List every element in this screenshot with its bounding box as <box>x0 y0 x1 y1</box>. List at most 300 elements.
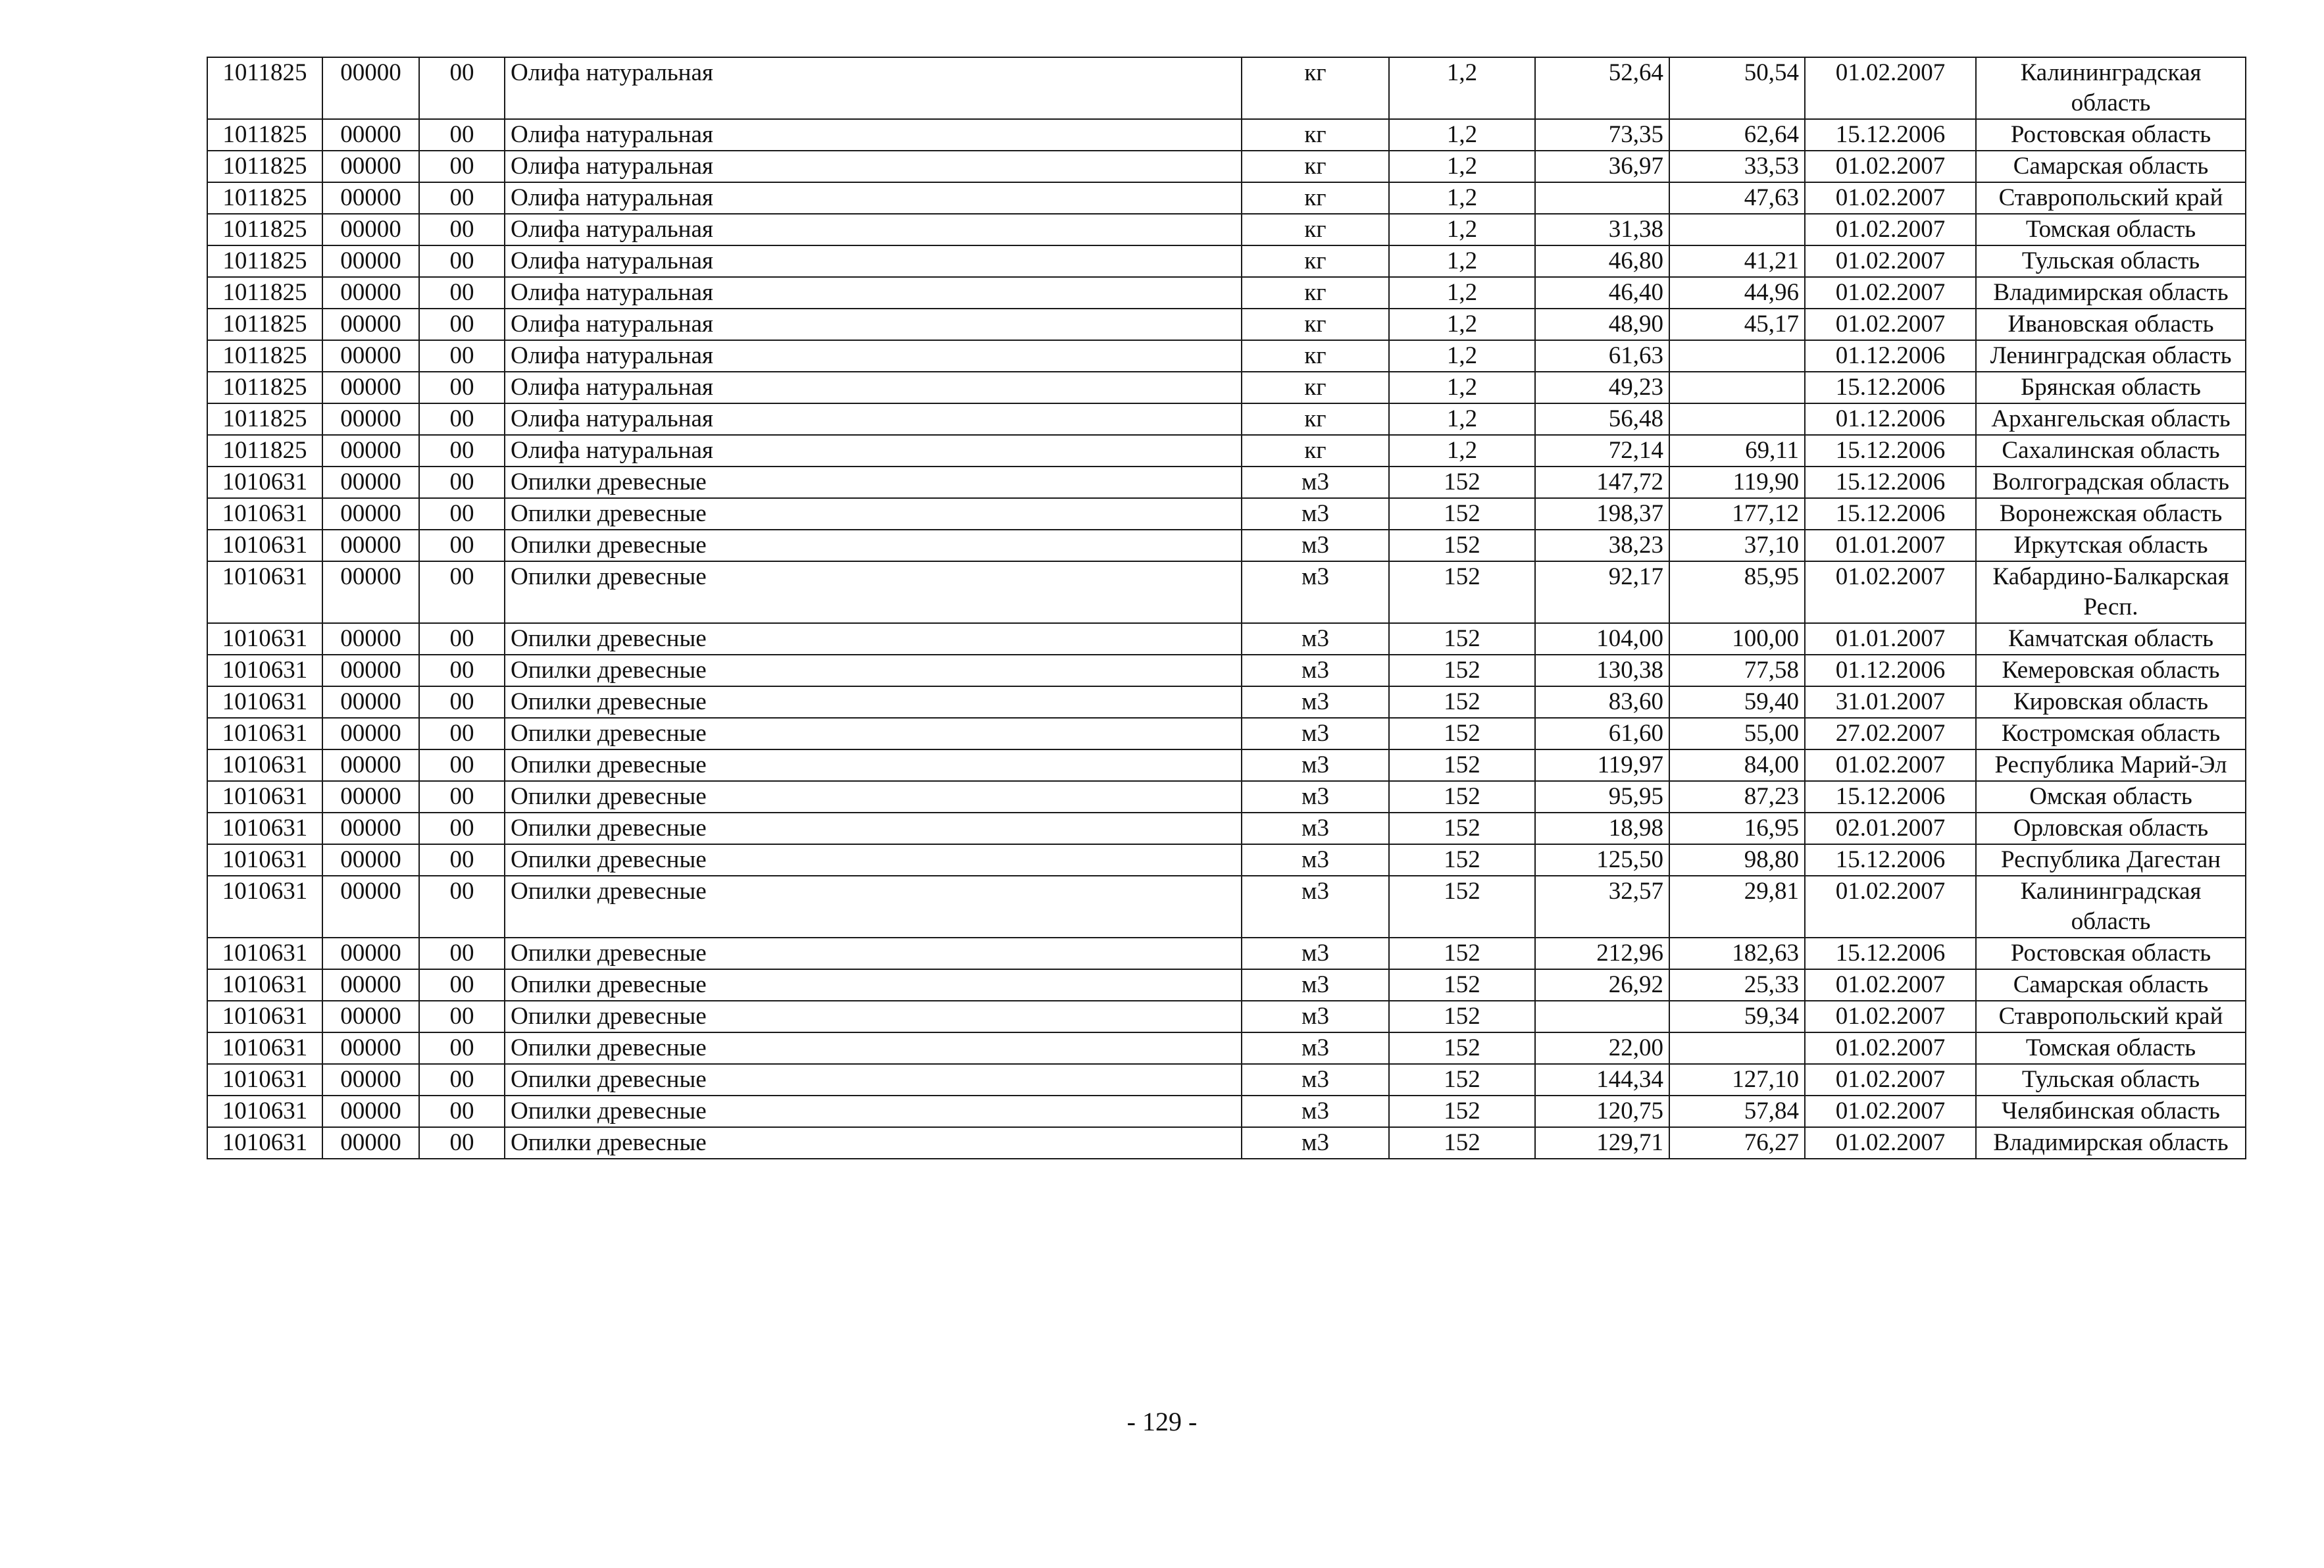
code-cell: 1011825 <box>207 151 322 182</box>
name-cell: Опилки древесные <box>505 718 1242 749</box>
region-cell: Самарская область <box>1976 969 2246 1001</box>
table-row <box>207 182 2246 214</box>
date-cell: 01.01.2007 <box>1805 623 1976 655</box>
unit-cell: м3 <box>1242 718 1389 749</box>
price2-cell: 182,63 <box>1669 938 1805 969</box>
code-cell: 1010631 <box>207 718 322 749</box>
region-cell: Воронежская область <box>1976 498 2246 530</box>
price2-cell: 177,12 <box>1669 498 1805 530</box>
unit-cell: кг <box>1242 57 1389 119</box>
price2-cell <box>1669 372 1805 403</box>
subcode2-cell: 00 <box>419 182 505 214</box>
unit-cell: м3 <box>1242 1096 1389 1127</box>
subcode2-cell: 00 <box>419 623 505 655</box>
region-cell: Республика Дагестан <box>1976 844 2246 876</box>
unit-cell: кг <box>1242 182 1389 214</box>
region-cell: Волгоградская область <box>1976 467 2246 498</box>
quantity-cell: 1,2 <box>1389 309 1535 340</box>
price1-cell: 73,35 <box>1535 119 1669 151</box>
subcode-cell: 00000 <box>322 530 419 561</box>
quantity-cell: 1,2 <box>1389 182 1535 214</box>
subcode-cell: 00000 <box>322 813 419 844</box>
unit-cell: кг <box>1242 214 1389 245</box>
subcode-cell: 00000 <box>322 561 419 623</box>
price2-cell: 62,64 <box>1669 119 1805 151</box>
table-row <box>207 655 2246 686</box>
price1-cell: 104,00 <box>1535 623 1669 655</box>
date-cell: 27.02.2007 <box>1805 718 1976 749</box>
quantity-cell: 152 <box>1389 1127 1535 1159</box>
subcode-cell: 00000 <box>322 718 419 749</box>
subcode-cell: 00000 <box>322 119 419 151</box>
price2-cell: 25,33 <box>1669 969 1805 1001</box>
region-cell: Ивановская область <box>1976 309 2246 340</box>
code-cell: 1010631 <box>207 1001 322 1032</box>
unit-cell: м3 <box>1242 530 1389 561</box>
code-cell: 1010631 <box>207 498 322 530</box>
price2-cell: 127,10 <box>1669 1064 1805 1096</box>
subcode2-cell: 00 <box>419 309 505 340</box>
name-cell: Опилки древесные <box>505 655 1242 686</box>
table-row <box>207 844 2246 876</box>
name-cell: Олифа натуральная <box>505 435 1242 467</box>
subcode2-cell: 00 <box>419 245 505 277</box>
price2-cell: 69,11 <box>1669 435 1805 467</box>
price1-cell: 31,38 <box>1535 214 1669 245</box>
price2-cell: 16,95 <box>1669 813 1805 844</box>
unit-cell: кг <box>1242 372 1389 403</box>
table-row <box>207 119 2246 151</box>
region-cell: Владимирская область <box>1976 1127 2246 1159</box>
subcode-cell: 00000 <box>322 969 419 1001</box>
price2-cell: 50,54 <box>1669 57 1805 119</box>
price2-cell: 41,21 <box>1669 245 1805 277</box>
code-cell: 1011825 <box>207 119 322 151</box>
region-cell: Ростовская область <box>1976 938 2246 969</box>
region-cell: Томская область <box>1976 214 2246 245</box>
subcode-cell: 00000 <box>322 1064 419 1096</box>
region-cell: Ставропольский край <box>1976 182 2246 214</box>
date-cell: 15.12.2006 <box>1805 467 1976 498</box>
quantity-cell: 1,2 <box>1389 245 1535 277</box>
subcode-cell: 00000 <box>322 623 419 655</box>
unit-cell: м3 <box>1242 1001 1389 1032</box>
quantity-cell: 152 <box>1389 686 1535 718</box>
table-row <box>207 340 2246 372</box>
subcode2-cell: 00 <box>419 876 505 938</box>
code-cell: 1010631 <box>207 1127 322 1159</box>
unit-cell: кг <box>1242 277 1389 309</box>
code-cell: 1010631 <box>207 655 322 686</box>
quantity-cell: 152 <box>1389 938 1535 969</box>
name-cell: Опилки древесные <box>505 781 1242 813</box>
quantity-cell: 1,2 <box>1389 119 1535 151</box>
unit-cell: м3 <box>1242 938 1389 969</box>
price2-cell <box>1669 403 1805 435</box>
subcode-cell: 00000 <box>322 1096 419 1127</box>
price2-cell: 59,40 <box>1669 686 1805 718</box>
name-cell: Олифа натуральная <box>505 372 1242 403</box>
name-cell: Олифа натуральная <box>505 245 1242 277</box>
table-row <box>207 403 2246 435</box>
code-cell: 1011825 <box>207 403 322 435</box>
price2-cell: 85,95 <box>1669 561 1805 623</box>
subcode2-cell: 00 <box>419 1127 505 1159</box>
unit-cell: кг <box>1242 403 1389 435</box>
price2-cell: 76,27 <box>1669 1127 1805 1159</box>
unit-cell: кг <box>1242 435 1389 467</box>
name-cell: Опилки древесные <box>505 876 1242 938</box>
code-cell: 1011825 <box>207 309 322 340</box>
code-cell: 1011825 <box>207 245 322 277</box>
name-cell: Опилки древесные <box>505 844 1242 876</box>
region-cell: Ставропольский край <box>1976 1001 2246 1032</box>
date-cell: 02.01.2007 <box>1805 813 1976 844</box>
subcode2-cell: 00 <box>419 1032 505 1064</box>
region-cell: Кировская область <box>1976 686 2246 718</box>
name-cell: Опилки древесные <box>505 561 1242 623</box>
table-row <box>207 372 2246 403</box>
date-cell: 01.02.2007 <box>1805 245 1976 277</box>
price1-cell: 56,48 <box>1535 403 1669 435</box>
subcode2-cell: 00 <box>419 498 505 530</box>
table-row <box>207 876 2246 938</box>
subcode2-cell: 00 <box>419 1001 505 1032</box>
quantity-cell: 152 <box>1389 655 1535 686</box>
price1-cell: 46,80 <box>1535 245 1669 277</box>
code-cell: 1010631 <box>207 813 322 844</box>
region-cell: Калининградская область <box>1976 57 2246 119</box>
price2-cell <box>1669 214 1805 245</box>
code-cell: 1010631 <box>207 561 322 623</box>
quantity-cell: 1,2 <box>1389 57 1535 119</box>
subcode-cell: 00000 <box>322 435 419 467</box>
subcode2-cell: 00 <box>419 214 505 245</box>
code-cell: 1011825 <box>207 57 322 119</box>
region-cell: Ростовская область <box>1976 119 2246 151</box>
code-cell: 1010631 <box>207 938 322 969</box>
price1-cell: 119,97 <box>1535 749 1669 781</box>
date-cell: 01.12.2006 <box>1805 340 1976 372</box>
region-cell: Омская область <box>1976 781 2246 813</box>
region-cell: Сахалинская область <box>1976 435 2246 467</box>
unit-cell: м3 <box>1242 749 1389 781</box>
name-cell: Опилки древесные <box>505 686 1242 718</box>
quantity-cell: 152 <box>1389 1032 1535 1064</box>
price1-cell: 120,75 <box>1535 1096 1669 1127</box>
price1-cell <box>1535 1001 1669 1032</box>
region-cell: Кемеровская область <box>1976 655 2246 686</box>
table-row <box>207 686 2246 718</box>
unit-cell: м3 <box>1242 655 1389 686</box>
code-cell: 1010631 <box>207 686 322 718</box>
table-row <box>207 1001 2246 1032</box>
subcode-cell: 00000 <box>322 151 419 182</box>
subcode2-cell: 00 <box>419 340 505 372</box>
date-cell: 01.02.2007 <box>1805 214 1976 245</box>
price1-cell: 49,23 <box>1535 372 1669 403</box>
subcode-cell: 00000 <box>322 686 419 718</box>
date-cell: 15.12.2006 <box>1805 119 1976 151</box>
table-row <box>207 1064 2246 1096</box>
subcode2-cell: 00 <box>419 372 505 403</box>
subcode-cell: 00000 <box>322 277 419 309</box>
price1-cell: 46,40 <box>1535 277 1669 309</box>
price2-cell <box>1669 1032 1805 1064</box>
subcode-cell: 00000 <box>322 309 419 340</box>
price1-cell: 83,60 <box>1535 686 1669 718</box>
region-cell: Камчатская область <box>1976 623 2246 655</box>
name-cell: Опилки древесные <box>505 1001 1242 1032</box>
subcode2-cell: 00 <box>419 718 505 749</box>
name-cell: Опилки древесные <box>505 1096 1242 1127</box>
date-cell: 15.12.2006 <box>1805 435 1976 467</box>
subcode2-cell: 00 <box>419 403 505 435</box>
quantity-cell: 152 <box>1389 781 1535 813</box>
name-cell: Опилки древесные <box>505 1064 1242 1096</box>
unit-cell: кг <box>1242 119 1389 151</box>
date-cell: 01.02.2007 <box>1805 151 1976 182</box>
date-cell: 01.02.2007 <box>1805 561 1976 623</box>
region-cell: Орловская область <box>1976 813 2246 844</box>
price2-cell: 87,23 <box>1669 781 1805 813</box>
quantity-cell: 1,2 <box>1389 340 1535 372</box>
quantity-cell: 1,2 <box>1389 151 1535 182</box>
page-number: - 129 - <box>1126 1407 1198 1436</box>
name-cell: Олифа натуральная <box>505 214 1242 245</box>
table-row <box>207 467 2246 498</box>
table-row <box>207 938 2246 969</box>
unit-cell: м3 <box>1242 1064 1389 1096</box>
price1-cell: 129,71 <box>1535 1127 1669 1159</box>
subcode-cell: 00000 <box>322 467 419 498</box>
name-cell: Опилки древесные <box>505 938 1242 969</box>
quantity-cell: 1,2 <box>1389 403 1535 435</box>
quantity-cell: 152 <box>1389 623 1535 655</box>
table-row <box>207 309 2246 340</box>
code-cell: 1010631 <box>207 749 322 781</box>
date-cell: 01.02.2007 <box>1805 1127 1976 1159</box>
table-row <box>207 623 2246 655</box>
unit-cell: м3 <box>1242 844 1389 876</box>
subcode-cell: 00000 <box>322 245 419 277</box>
region-cell: Архангельская область <box>1976 403 2246 435</box>
subcode2-cell: 00 <box>419 530 505 561</box>
subcode2-cell: 00 <box>419 119 505 151</box>
unit-cell: м3 <box>1242 561 1389 623</box>
subcode-cell: 00000 <box>322 876 419 938</box>
price1-cell: 48,90 <box>1535 309 1669 340</box>
unit-cell: м3 <box>1242 686 1389 718</box>
quantity-cell: 152 <box>1389 1064 1535 1096</box>
subcode2-cell: 00 <box>419 781 505 813</box>
quantity-cell: 152 <box>1389 561 1535 623</box>
subcode-cell: 00000 <box>322 749 419 781</box>
name-cell: Опилки древесные <box>505 813 1242 844</box>
subcode-cell: 00000 <box>322 57 419 119</box>
date-cell: 01.02.2007 <box>1805 969 1976 1001</box>
price2-cell: 44,96 <box>1669 277 1805 309</box>
price2-cell: 100,00 <box>1669 623 1805 655</box>
subcode2-cell: 00 <box>419 435 505 467</box>
subcode2-cell: 00 <box>419 1064 505 1096</box>
date-cell: 01.02.2007 <box>1805 1064 1976 1096</box>
date-cell: 01.02.2007 <box>1805 309 1976 340</box>
price2-cell: 55,00 <box>1669 718 1805 749</box>
subcode-cell: 00000 <box>322 1032 419 1064</box>
unit-cell: кг <box>1242 245 1389 277</box>
code-cell: 1010631 <box>207 844 322 876</box>
quantity-cell: 1,2 <box>1389 435 1535 467</box>
date-cell: 15.12.2006 <box>1805 498 1976 530</box>
quantity-cell: 152 <box>1389 467 1535 498</box>
table-row <box>207 1032 2246 1064</box>
price1-cell: 52,64 <box>1535 57 1669 119</box>
price1-cell: 61,60 <box>1535 718 1669 749</box>
price1-cell <box>1535 182 1669 214</box>
quantity-cell: 1,2 <box>1389 214 1535 245</box>
subcode2-cell: 00 <box>419 749 505 781</box>
quantity-cell: 152 <box>1389 813 1535 844</box>
region-cell: Томская область <box>1976 1032 2246 1064</box>
unit-cell: м3 <box>1242 876 1389 938</box>
price2-cell: 98,80 <box>1669 844 1805 876</box>
price2-cell: 33,53 <box>1669 151 1805 182</box>
code-cell: 1011825 <box>207 340 322 372</box>
table-row <box>207 435 2246 467</box>
price1-cell: 95,95 <box>1535 781 1669 813</box>
date-cell: 01.01.2007 <box>1805 530 1976 561</box>
price1-cell: 18,98 <box>1535 813 1669 844</box>
price1-cell: 32,57 <box>1535 876 1669 938</box>
code-cell: 1011825 <box>207 372 322 403</box>
price1-cell: 36,97 <box>1535 151 1669 182</box>
quantity-cell: 152 <box>1389 1001 1535 1032</box>
unit-cell: кг <box>1242 309 1389 340</box>
code-cell: 1011825 <box>207 214 322 245</box>
region-cell: Костромская область <box>1976 718 2246 749</box>
table-row <box>207 151 2246 182</box>
price1-cell: 38,23 <box>1535 530 1669 561</box>
name-cell: Опилки древесные <box>505 1127 1242 1159</box>
date-cell: 01.12.2006 <box>1805 655 1976 686</box>
date-cell: 01.02.2007 <box>1805 1096 1976 1127</box>
name-cell: Олифа натуральная <box>505 151 1242 182</box>
price1-cell: 147,72 <box>1535 467 1669 498</box>
name-cell: Олифа натуральная <box>505 277 1242 309</box>
price1-cell: 22,00 <box>1535 1032 1669 1064</box>
quantity-cell: 1,2 <box>1389 277 1535 309</box>
price2-cell: 57,84 <box>1669 1096 1805 1127</box>
quantity-cell: 152 <box>1389 1096 1535 1127</box>
subcode2-cell: 00 <box>419 686 505 718</box>
unit-cell: м3 <box>1242 467 1389 498</box>
subcode2-cell: 00 <box>419 1096 505 1127</box>
code-cell: 1011825 <box>207 277 322 309</box>
price2-cell: 45,17 <box>1669 309 1805 340</box>
region-cell: Калининградская область <box>1976 876 2246 938</box>
unit-cell: м3 <box>1242 969 1389 1001</box>
date-cell: 01.02.2007 <box>1805 876 1976 938</box>
unit-cell: м3 <box>1242 1032 1389 1064</box>
table-row <box>207 969 2246 1001</box>
price1-cell: 92,17 <box>1535 561 1669 623</box>
unit-cell: м3 <box>1242 498 1389 530</box>
date-cell: 01.02.2007 <box>1805 1001 1976 1032</box>
table-row <box>207 561 2246 623</box>
unit-cell: кг <box>1242 151 1389 182</box>
code-cell: 1010631 <box>207 467 322 498</box>
subcode-cell: 00000 <box>322 182 419 214</box>
subcode2-cell: 00 <box>419 561 505 623</box>
quantity-cell: 152 <box>1389 498 1535 530</box>
subcode2-cell: 00 <box>419 467 505 498</box>
region-cell: Владимирская область <box>1976 277 2246 309</box>
subcode-cell: 00000 <box>322 372 419 403</box>
region-cell: Челябинская область <box>1976 1096 2246 1127</box>
name-cell: Олифа натуральная <box>505 57 1242 119</box>
subcode-cell: 00000 <box>322 1127 419 1159</box>
table-row <box>207 214 2246 245</box>
table-row <box>207 245 2246 277</box>
table-row <box>207 781 2246 813</box>
subcode2-cell: 00 <box>419 277 505 309</box>
region-cell: Брянская область <box>1976 372 2246 403</box>
date-cell: 01.02.2007 <box>1805 57 1976 119</box>
price1-cell: 130,38 <box>1535 655 1669 686</box>
code-cell: 1010631 <box>207 781 322 813</box>
name-cell: Опилки древесные <box>505 1032 1242 1064</box>
date-cell: 01.02.2007 <box>1805 277 1976 309</box>
date-cell: 01.02.2007 <box>1805 1032 1976 1064</box>
code-cell: 1010631 <box>207 530 322 561</box>
price2-cell: 84,00 <box>1669 749 1805 781</box>
table-row <box>207 1127 2246 1159</box>
code-cell: 1011825 <box>207 435 322 467</box>
code-cell: 1010631 <box>207 1096 322 1127</box>
table-row <box>207 530 2246 561</box>
price2-cell: 37,10 <box>1669 530 1805 561</box>
code-cell: 1010631 <box>207 1064 322 1096</box>
region-cell: Иркутская область <box>1976 530 2246 561</box>
unit-cell: м3 <box>1242 1127 1389 1159</box>
subcode-cell: 00000 <box>322 781 419 813</box>
subcode-cell: 00000 <box>322 340 419 372</box>
subcode-cell: 00000 <box>322 938 419 969</box>
quantity-cell: 152 <box>1389 876 1535 938</box>
price2-cell: 119,90 <box>1669 467 1805 498</box>
quantity-cell: 152 <box>1389 530 1535 561</box>
region-cell: Тульская область <box>1976 245 2246 277</box>
table-row <box>207 277 2246 309</box>
price-table <box>207 57 2246 1159</box>
name-cell: Олифа натуральная <box>505 182 1242 214</box>
quantity-cell: 152 <box>1389 969 1535 1001</box>
date-cell: 31.01.2007 <box>1805 686 1976 718</box>
subcode-cell: 00000 <box>322 498 419 530</box>
subcode-cell: 00000 <box>322 403 419 435</box>
price1-cell: 72,14 <box>1535 435 1669 467</box>
price1-cell: 198,37 <box>1535 498 1669 530</box>
code-cell: 1010631 <box>207 623 322 655</box>
subcode2-cell: 00 <box>419 813 505 844</box>
region-cell: Тульская область <box>1976 1064 2246 1096</box>
name-cell: Опилки древесные <box>505 749 1242 781</box>
table-row <box>207 718 2246 749</box>
subcode-cell: 00000 <box>322 655 419 686</box>
subcode2-cell: 00 <box>419 151 505 182</box>
region-cell: Кабардино-Балкарская Респ. <box>1976 561 2246 623</box>
